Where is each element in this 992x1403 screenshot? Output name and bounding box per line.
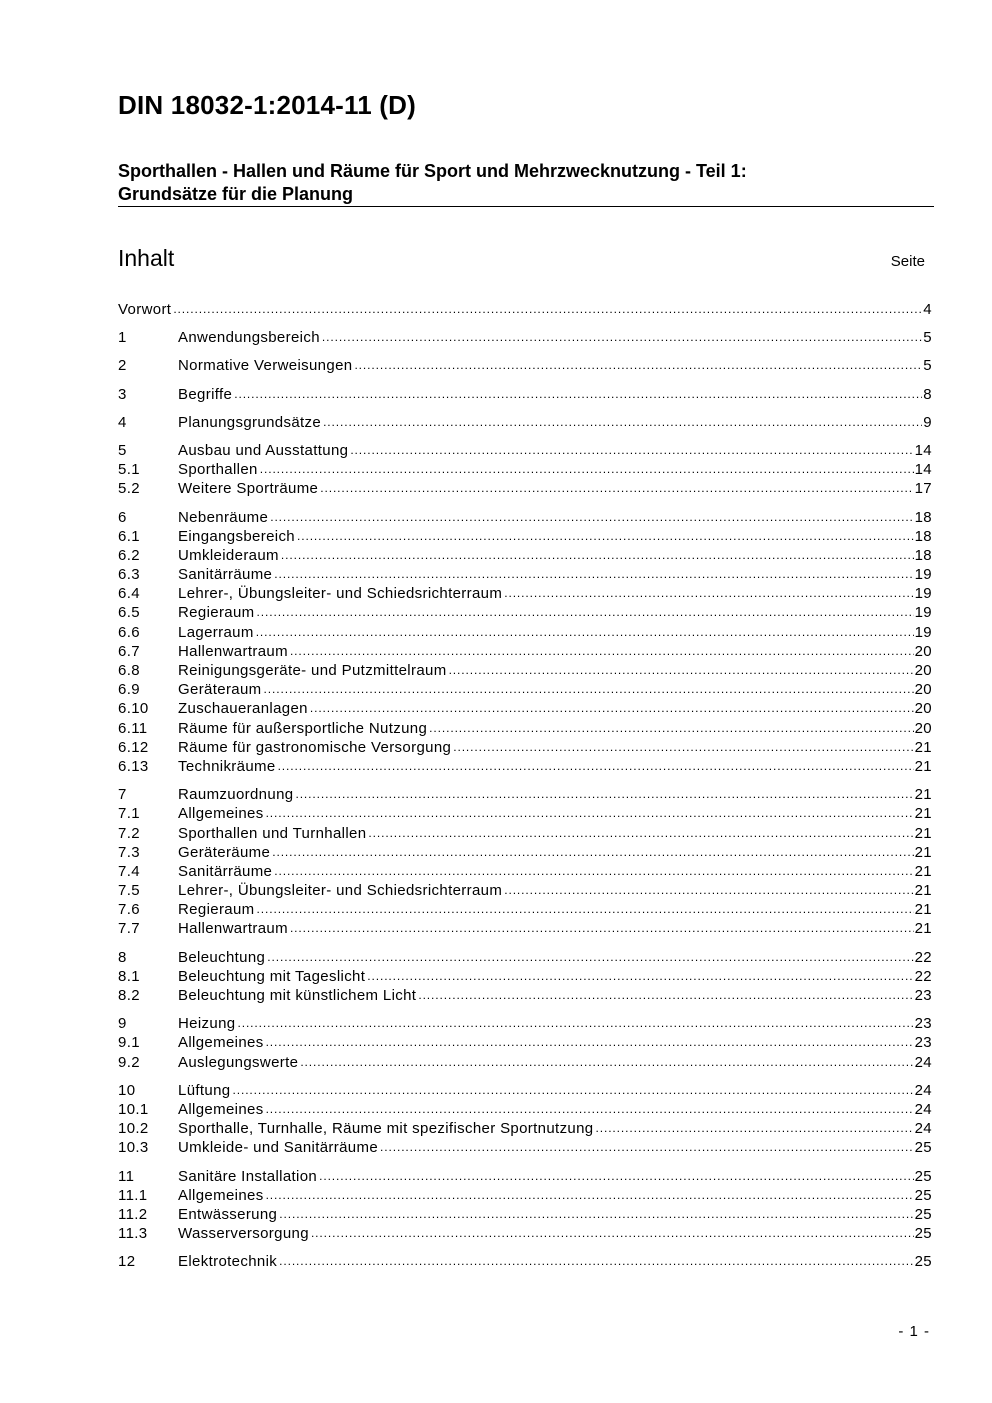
toc-entry-page: 23 — [914, 1034, 932, 1052]
toc-entry-title: Allgemeines — [178, 805, 264, 823]
toc-entry-number: 6.10 — [118, 700, 149, 718]
toc-entry[interactable] — [118, 881, 932, 900]
toc-entry-number: 4 — [118, 413, 127, 431]
toc-group — [118, 385, 932, 404]
toc-entry-number: 6.1 — [118, 527, 140, 545]
toc-dot-leader — [279, 1252, 913, 1271]
toc-entry-number: 6.6 — [118, 623, 140, 641]
toc-entry-title: Geräteraum — [178, 681, 262, 699]
toc-group — [118, 356, 932, 375]
toc-entry-title: Allgemeines — [178, 1034, 264, 1052]
toc-entry-title: Umkleide- und Sanitärräume — [178, 1139, 379, 1157]
toc-entry[interactable] — [118, 1014, 932, 1033]
toc-entry-number: 6.9 — [118, 681, 140, 699]
toc-entry-number: 12 — [118, 1253, 136, 1271]
toc-entry-title: Umkleideraum — [178, 546, 279, 564]
toc-entry-page: 21 — [914, 920, 932, 938]
toc-dot-leader — [368, 824, 913, 843]
toc-entry-page: 24 — [914, 1100, 932, 1118]
toc-entry-number: 6 — [118, 508, 127, 526]
toc-entry-number: 6.7 — [118, 642, 140, 660]
toc-entry-title: Raumzuordnung — [178, 786, 294, 804]
toc-entry[interactable] — [118, 1033, 932, 1052]
toc-dot-leader — [260, 460, 914, 479]
toc-entry-title: Vorwort — [118, 301, 172, 318]
toc-entry-page: 20 — [914, 662, 932, 679]
toc-entry[interactable] — [118, 1053, 932, 1072]
toc-entry-page: 21 — [914, 843, 932, 861]
toc-entry-title: Lagerraum — [178, 623, 254, 641]
toc-dot-leader — [504, 881, 913, 900]
toc-entry-page: 24 — [914, 1120, 932, 1138]
toc-entry-number: 7 — [118, 786, 127, 804]
toc-dot-leader — [266, 804, 914, 823]
toc-entry[interactable] — [118, 623, 932, 642]
toc-dot-leader — [350, 441, 913, 460]
toc-entry[interactable] — [118, 948, 932, 967]
toc-dot-leader — [256, 623, 914, 642]
toc-entry[interactable] — [118, 661, 932, 680]
toc-entry[interactable] — [118, 1167, 932, 1186]
toc-entry-number: 6.3 — [118, 566, 140, 584]
document-id: DIN 18032-1:2014-11 (D) — [118, 90, 416, 120]
toc-entry-number: 7.6 — [118, 901, 140, 919]
toc-entry-page: 5 — [923, 329, 932, 347]
toc-entry-page: 20 — [914, 642, 932, 660]
toc-entry-number: 7.1 — [118, 805, 140, 823]
toc-entry[interactable] — [118, 385, 932, 404]
toc-group — [118, 328, 932, 347]
toc-entry-page: 21 — [914, 786, 932, 804]
toc-entry-page: 20 — [914, 700, 932, 718]
toc-entry-number: 3 — [118, 385, 127, 403]
toc-entry[interactable] — [118, 757, 932, 776]
toc-entry[interactable] — [118, 1186, 932, 1205]
toc-group — [118, 300, 932, 319]
toc-entry[interactable] — [118, 738, 932, 757]
toc-dot-leader — [281, 546, 914, 565]
toc-entry-page: 23 — [914, 1015, 932, 1033]
toc-entry-title: Sporthalle, Turnhalle, Räume mit spezifischer Sportnutzung — [178, 1120, 594, 1138]
toc-dot-leader — [311, 1224, 914, 1243]
toc-page-column-label: Seite — [890, 253, 925, 270]
toc-entry-number: 1 — [118, 329, 127, 347]
toc-entry-page: 21 — [914, 738, 932, 756]
toc-entry-page: 24 — [914, 1053, 932, 1071]
toc-entry[interactable] — [118, 1224, 932, 1243]
toc-entry[interactable] — [118, 527, 932, 546]
toc-entry[interactable] — [118, 862, 932, 881]
toc-dot-leader — [278, 757, 914, 776]
toc-entry-number: 10.2 — [118, 1120, 149, 1138]
toc-entry[interactable] — [118, 967, 932, 986]
toc-entry[interactable] — [118, 1205, 932, 1224]
toc-dot-leader — [266, 1100, 914, 1119]
toc-dot-leader — [290, 919, 914, 938]
toc-entry-title: Entwässerung — [178, 1205, 278, 1223]
toc-entry[interactable] — [118, 546, 932, 565]
toc-entry-number: 9 — [118, 1015, 127, 1033]
toc-dot-leader — [504, 584, 913, 603]
toc-entry-number: 8.1 — [118, 967, 140, 985]
toc-entry-page: 21 — [914, 805, 932, 823]
toc-entry-page: 19 — [914, 623, 932, 641]
toc-entry[interactable] — [118, 584, 932, 603]
toc-entry-title: Sanitäre Installation — [178, 1167, 318, 1185]
toc-entry-title: Räume für gastronomische Versorgung — [178, 738, 452, 756]
toc-dot-leader — [322, 328, 922, 347]
toc-dot-leader — [257, 900, 914, 919]
toc-group — [118, 948, 932, 1006]
toc-dot-leader — [596, 1119, 914, 1138]
toc-dot-leader — [429, 719, 913, 738]
toc-entry-title: Sporthallen und Turnhallen — [178, 824, 367, 842]
table-of-contents — [118, 300, 932, 1280]
toc-entry-page: 22 — [914, 967, 932, 985]
toc-entry-number: 11.3 — [118, 1225, 148, 1243]
toc-entry-page: 8 — [923, 385, 932, 403]
toc-entry-page: 18 — [914, 546, 932, 564]
toc-entry-title: Beleuchtung mit künstlichem Licht — [178, 987, 417, 1004]
toc-entry-page: 25 — [914, 1139, 932, 1157]
toc-entry-title: Räume für außersportliche Nutzung — [178, 719, 428, 737]
toc-entry-number: 9.1 — [118, 1034, 140, 1052]
toc-entry-page: 17 — [914, 480, 932, 498]
toc-entry[interactable] — [118, 460, 932, 479]
toc-entry-page: 22 — [914, 948, 932, 966]
toc-entry-title: Allgemeines — [178, 1186, 264, 1204]
toc-entry[interactable] — [118, 900, 932, 919]
toc-entry-page: 9 — [923, 413, 932, 431]
toc-dot-leader — [274, 565, 913, 584]
toc-dot-leader — [323, 413, 922, 432]
toc-dot-leader — [234, 385, 922, 404]
toc-entry-page: 19 — [914, 566, 932, 584]
document-title-line-1: Sporthallen - Hallen und Räume für Sport und Mehrzwecknutzung - Teil 1: — [118, 161, 747, 181]
toc-dot-leader — [237, 1014, 913, 1033]
toc-entry-page: 25 — [914, 1253, 932, 1271]
toc-entry-title: Weitere Sporträume — [178, 480, 319, 498]
document-title-line-2: Grundsätze für die Planung — [118, 184, 354, 204]
toc-entry-page: 21 — [914, 882, 932, 900]
toc-entry-title: Regieraum — [178, 901, 255, 919]
toc-entry-page: 25 — [914, 1205, 932, 1223]
toc-entry-title: Wasserversorgung — [178, 1225, 309, 1243]
toc-entry-number: 8.2 — [118, 987, 140, 1004]
toc-entry-number: 7.5 — [118, 882, 140, 900]
toc-entry-page: 20 — [914, 681, 932, 699]
toc-entry-title: Zuschaueranlagen — [178, 700, 308, 718]
toc-entry-number: 7.2 — [118, 824, 140, 842]
toc-entry-page: 20 — [914, 719, 932, 737]
toc-entry-page: 25 — [914, 1186, 932, 1204]
toc-dot-leader — [300, 1053, 913, 1072]
toc-entry-number: 6.8 — [118, 662, 140, 679]
toc-entry-title: Sanitärräume — [178, 862, 273, 880]
toc-entry-number: 5.2 — [118, 480, 140, 498]
toc-entry[interactable] — [118, 680, 932, 699]
toc-entry-page: 19 — [914, 585, 932, 603]
toc-entry-number: 11.2 — [118, 1205, 148, 1223]
toc-entry-page: 14 — [914, 461, 932, 479]
toc-entry-number: 7.3 — [118, 843, 140, 861]
toc-entry-number: 6.11 — [118, 719, 148, 737]
toc-entry-title: Beleuchtung mit Tageslicht — [178, 967, 366, 985]
title-divider — [118, 206, 934, 207]
toc-entry-page: 21 — [914, 757, 932, 775]
toc-entry-number: 10 — [118, 1081, 136, 1099]
toc-entry-page: 4 — [923, 301, 932, 318]
toc-entry-title: Reinigungsgeräte- und Putzmittelraum — [178, 662, 447, 679]
toc-entry[interactable] — [118, 479, 932, 498]
toc-entry-title: Sporthallen — [178, 461, 258, 479]
toc-dot-leader — [453, 738, 913, 757]
toc-entry[interactable] — [118, 785, 932, 804]
toc-entry-title: Beleuchtung — [178, 948, 266, 966]
toc-entry[interactable] — [118, 1100, 932, 1119]
toc-entry[interactable] — [118, 642, 932, 661]
toc-entry-title: Sanitärräume — [178, 566, 273, 584]
toc-entry-page: 21 — [914, 862, 932, 880]
toc-dot-leader — [266, 1033, 914, 1052]
toc-entry-number: 6.5 — [118, 604, 140, 622]
toc-entry-title: Ausbau und Ausstattung — [178, 441, 349, 459]
toc-entry[interactable] — [118, 1081, 932, 1100]
toc-entry-number: 7.7 — [118, 920, 140, 938]
toc-entry[interactable] — [118, 824, 932, 843]
toc-entry[interactable] — [118, 699, 932, 718]
toc-dot-leader — [290, 642, 914, 661]
toc-dot-leader — [449, 661, 914, 680]
toc-entry-page: 18 — [914, 508, 932, 526]
toc-dot-leader — [173, 300, 922, 319]
toc-group — [118, 1252, 932, 1271]
toc-dot-leader — [270, 508, 913, 527]
toc-group — [118, 413, 932, 432]
toc-entry[interactable] — [118, 1138, 932, 1157]
toc-entry-title: Lehrer-, Übungsleiter- und Schiedsrichterraum — [178, 882, 503, 900]
toc-entry[interactable] — [118, 919, 932, 938]
toc-entry-title: Elektrotechnik — [178, 1253, 278, 1271]
toc-group — [118, 1081, 932, 1158]
toc-entry-page: 5 — [923, 357, 932, 375]
toc-entry[interactable] — [118, 441, 932, 460]
toc-heading: Inhalt — [118, 245, 175, 271]
toc-entry-page: 19 — [914, 604, 932, 622]
toc-entry-title: Technikräume — [178, 757, 276, 775]
toc-entry[interactable] — [118, 843, 932, 862]
toc-dot-leader — [319, 1167, 914, 1186]
toc-entry-number: 8 — [118, 948, 127, 966]
toc-entry-title: Normative Verweisungen — [178, 357, 353, 375]
toc-entry-number: 6.2 — [118, 546, 140, 564]
toc-entry[interactable] — [118, 565, 932, 584]
toc-entry[interactable] — [118, 1119, 932, 1138]
toc-group — [118, 1167, 932, 1244]
toc-entry-page: 25 — [914, 1167, 932, 1185]
toc-dot-leader — [418, 986, 913, 1005]
toc-entry-page: 18 — [914, 527, 932, 545]
toc-entry[interactable] — [118, 804, 932, 823]
toc-dot-leader — [233, 1081, 914, 1100]
toc-entry-number: 7.4 — [118, 862, 140, 880]
toc-group — [118, 785, 932, 939]
toc-entry-number: 6.4 — [118, 585, 140, 603]
toc-dot-leader — [266, 1186, 914, 1205]
toc-entry-title: Planungsgrundsätze — [178, 413, 322, 431]
toc-entry-page: 21 — [914, 901, 932, 919]
toc-group — [118, 508, 932, 777]
toc-dot-leader — [272, 843, 913, 862]
toc-entry-page: 25 — [914, 1225, 932, 1243]
toc-entry[interactable] — [118, 328, 932, 347]
toc-dot-leader — [279, 1205, 913, 1224]
toc-dot-leader — [310, 699, 914, 718]
toc-dot-leader — [297, 527, 914, 546]
toc-entry-number: 11 — [118, 1167, 135, 1185]
toc-entry-title: Hallenwartraum — [178, 642, 288, 660]
toc-entry-page: 14 — [914, 441, 932, 459]
toc-entry-title: Lüftung — [178, 1081, 231, 1099]
toc-entry-title: Lehrer-, Übungsleiter- und Schiedsrichterraum — [178, 585, 503, 603]
toc-entry-number: 10.1 — [118, 1100, 149, 1118]
toc-entry-number: 9.2 — [118, 1053, 140, 1071]
toc-entry-number: 6.12 — [118, 738, 149, 756]
toc-entry-number: 10.3 — [118, 1139, 149, 1157]
toc-group — [118, 1014, 932, 1072]
toc-entry[interactable] — [118, 719, 932, 738]
toc-dot-leader — [257, 603, 914, 622]
toc-dot-leader — [380, 1138, 914, 1157]
toc-entry-title: Allgemeines — [178, 1100, 264, 1118]
toc-dot-leader — [320, 479, 913, 498]
toc-entry-page: 23 — [914, 987, 932, 1004]
toc-entry-title: Heizung — [178, 1015, 236, 1033]
toc-entry-page: 24 — [914, 1081, 932, 1099]
toc-entry-number: 2 — [118, 357, 127, 375]
toc-entry-title: Geräteräume — [178, 843, 271, 861]
toc-entry-title: Anwendungsbereich — [178, 329, 320, 347]
toc-entry-title: Nebenräume — [178, 508, 269, 526]
toc-entry-title: Hallenwartraum — [178, 920, 288, 938]
toc-dot-leader — [274, 862, 913, 881]
toc-dot-leader — [354, 356, 922, 375]
toc-dot-leader — [264, 680, 914, 699]
toc-entry[interactable] — [118, 1252, 932, 1271]
toc-entry-title: Auslegungswerte — [178, 1053, 299, 1071]
toc-entry-number: 5 — [118, 441, 127, 459]
toc-entry-title: Begriffe — [178, 385, 233, 403]
toc-entry-number: 5.1 — [118, 461, 140, 479]
toc-entry[interactable] — [118, 356, 932, 375]
toc-entry-number: 11.1 — [118, 1186, 148, 1204]
toc-dot-leader — [295, 785, 913, 804]
toc-group — [118, 441, 932, 499]
toc-dot-leader — [267, 948, 913, 967]
toc-entry-title: Regieraum — [178, 604, 255, 622]
toc-entry-number: 6.13 — [118, 757, 149, 775]
toc-entry[interactable] — [118, 413, 932, 432]
toc-dot-leader — [367, 967, 913, 986]
toc-entry[interactable] — [118, 986, 932, 1005]
toc-entry[interactable] — [118, 508, 932, 527]
toc-entry[interactable] — [118, 603, 932, 622]
toc-entry-page: 21 — [914, 824, 932, 842]
toc-entry[interactable] — [118, 300, 932, 319]
document-title — [118, 160, 934, 206]
page-number: - 1 - — [898, 1323, 930, 1340]
toc-entry-title: Eingangsbereich — [178, 527, 295, 545]
